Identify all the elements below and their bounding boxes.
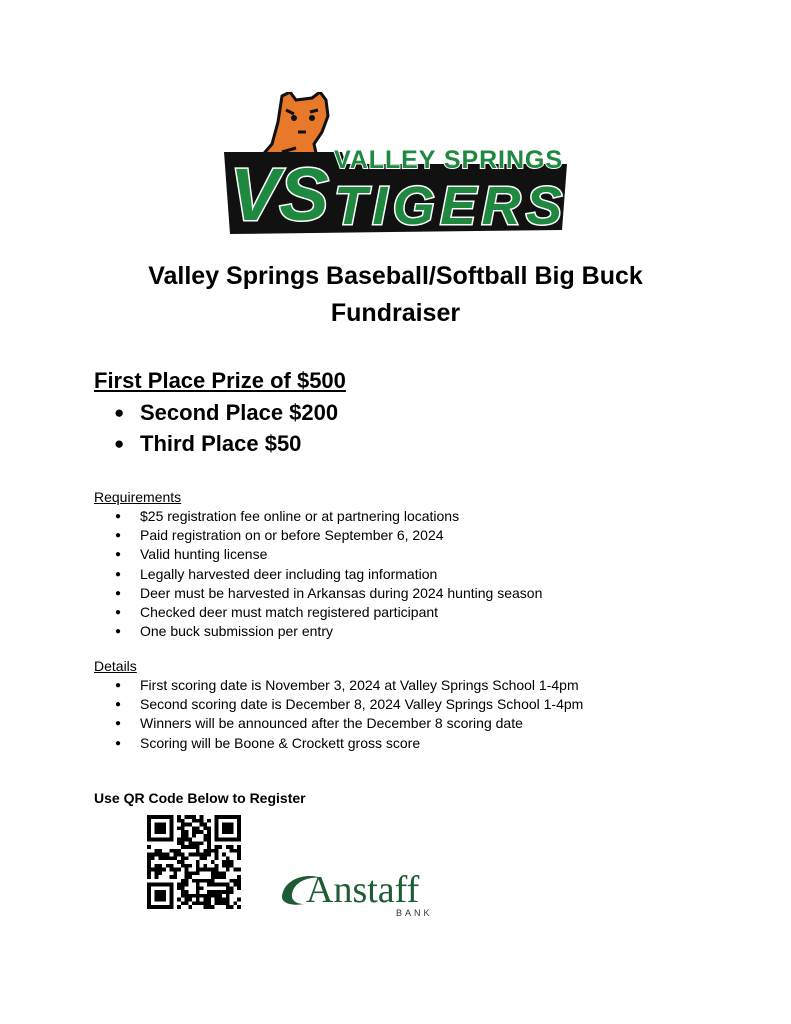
sponsor-name: Anstaff	[306, 869, 420, 911]
title-line-2: Fundraiser	[330, 299, 461, 327]
requirements-label: Requirements	[94, 489, 182, 505]
prize-item: ● Third Place $50	[94, 428, 338, 459]
logo-line1: VALLEY SPRINGS	[334, 146, 562, 174]
sponsor-sub: BANK	[396, 908, 433, 918]
qr-code-icon[interactable]	[147, 815, 241, 909]
valley-springs-tigers-logo	[222, 92, 572, 242]
list-item: ● $25 registration fee online or at partnering locations	[94, 507, 542, 526]
requirements-list	[94, 507, 542, 641]
list-item: ● Valid hunting license	[94, 545, 542, 564]
list-item: ● Checked deer must match registered participant	[94, 603, 542, 622]
anstaff-bank-logo	[278, 866, 450, 918]
list-item: ● Deer must be harvested in Arkansas during 2024 hunting season	[94, 584, 542, 603]
details-label: Details	[94, 658, 137, 674]
list-item: ● One buck submission per entry	[94, 622, 542, 641]
list-item: ● Paid registration on or before September 6, 2024	[94, 526, 542, 545]
logo-monogram: VS	[230, 153, 329, 236]
prize-list	[94, 397, 338, 459]
title-line-1: Valley Springs Baseball/Softball Big Buck	[148, 262, 643, 290]
list-item: ● Legally harvested deer including tag information	[94, 565, 542, 584]
list-item: ● Scoring will be Boone & Crockett gross score	[94, 734, 583, 753]
qr-label: Use QR Code Below to Register	[94, 790, 306, 806]
logo-line2: TIGERS	[334, 176, 562, 236]
list-item: ● Winners will be announced after the December 8 scoring date	[94, 714, 583, 733]
first-place-prize: First Place Prize of $500	[94, 368, 346, 393]
details-list	[94, 676, 583, 753]
list-item: ● First scoring date is November 3, 2024 at Valley Springs School 1-4pm	[94, 676, 583, 695]
list-item: ● Second scoring date is December 8, 2024 Valley Springs School 1-4pm	[94, 695, 583, 714]
prize-item: ● Second Place $200	[94, 397, 338, 428]
page-title	[0, 258, 791, 332]
